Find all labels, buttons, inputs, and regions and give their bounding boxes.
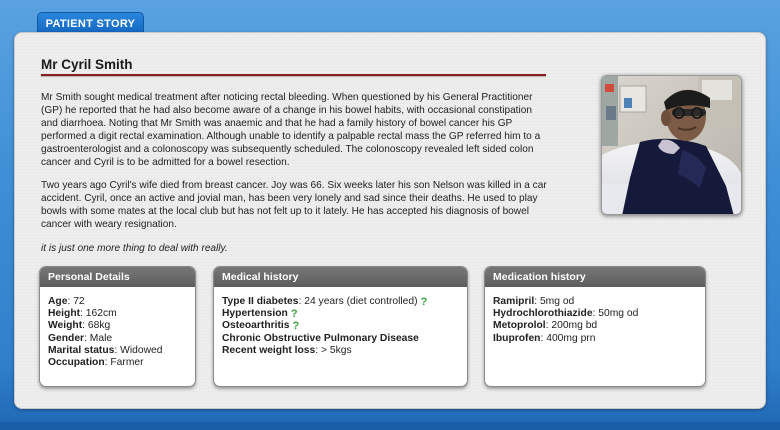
detail-label: Gender <box>48 332 85 344</box>
medical-history-panel <box>213 266 468 387</box>
tab-patient-story[interactable] <box>37 12 144 34</box>
detail-label: Age <box>48 296 68 307</box>
detail-value: 162cm <box>85 308 117 320</box>
medical-row-diabetes: Type II diabetes: 24 years (diet controlled) ? <box>222 296 459 308</box>
medication-history-header: Medication history <box>485 267 705 287</box>
drug-label: Ramipril <box>493 296 535 307</box>
medication-history-list <box>485 287 705 345</box>
detail-value: Widowed <box>120 344 163 356</box>
help-icon[interactable]: ? <box>420 296 428 308</box>
medical-row-osteoarthritis <box>222 320 459 332</box>
medical-row-copd <box>222 333 459 345</box>
story-paragraph: Mr Smith sought medical treatment after noticing rectal bleeding. When questioned by his General Practitioner (GP) he reported that he had also become aware of a change in his bowel habits, with occasional constipation and diarrhoea. Noting that Mr Smith was anaemic and that he had a family history of bowel cancer his GP performed a digit rectal examination. Although unable to identify a palpable rectal mass the GP referred him to a gastroenterologist and a colonoscopy was subsequently scheduled. The colonoscopy revealed left sided colon cancer and Cyril is to be admitted for a bowel resection. <box>41 92 541 168</box>
detail-value: 72 <box>73 296 85 307</box>
patient-name: Mr Cyril Smith <box>41 57 133 72</box>
condition-value: 24 years (diet controlled) <box>304 296 418 307</box>
patient-story-card <box>14 32 766 409</box>
medication-row-ramipril: Ramipril: 5mg od <box>493 296 575 307</box>
condition-label: Type II diabetes <box>222 296 299 307</box>
medication-row-metoprolol: Metoprolol: 200mg bd <box>493 320 598 332</box>
patient-photo-image <box>602 76 742 215</box>
drug-dose: 200mg bd <box>551 320 598 332</box>
detail-row-occupation: Occupation: Farmer <box>48 357 144 369</box>
personal-details-list <box>40 287 195 369</box>
drug-label: Metoprolol <box>493 320 546 332</box>
detail-row-age: Age: 72 <box>48 296 85 307</box>
story-paragraph: Two years ago Cyril's wife died from breast cancer. Joy was 66. Six weeks later his son Nelson was killed in a car accident. Cyril, once an active and jovial man, has been very lonely and sad since their deaths. He used to play bowls with some mates at the local club but has not felt up to it lately. He has accepted his diagnosis of bowel cancer with weary resignation. <box>41 180 547 231</box>
detail-row-weight: Weight: 68kg <box>48 320 111 332</box>
footer-bar <box>0 422 780 430</box>
detail-label: Marital status <box>48 344 115 356</box>
drug-dose: 5mg od <box>539 296 575 307</box>
medical-history-header: Medical history <box>214 267 467 287</box>
help-icon[interactable]: ? <box>290 308 298 321</box>
personal-details-header: Personal Details <box>40 267 195 287</box>
title-divider <box>41 74 546 76</box>
help-icon[interactable]: ? <box>292 320 300 333</box>
condition-label: Hypertension <box>222 308 288 320</box>
tab-label: PATIENT STORY <box>45 17 136 30</box>
detail-value: Male <box>89 332 113 344</box>
drug-dose: 400mg prn <box>546 332 596 344</box>
detail-label: Occupation <box>48 357 105 369</box>
detail-row-marital-status: Marital status: Widowed <box>48 344 163 356</box>
condition-value: > 5kgs <box>321 344 352 356</box>
condition-label: Chronic Obstructive Pulmonary Disease <box>222 332 419 344</box>
story-text <box>41 92 551 256</box>
detail-row-gender: Gender: Male <box>48 332 113 344</box>
condition-label: Recent weight loss <box>222 344 316 356</box>
medical-row-weight-loss: Recent weight loss: > 5kgs <box>222 344 352 356</box>
medical-row-hypertension <box>222 308 459 320</box>
medication-history-panel <box>484 266 706 387</box>
medication-row-hydrochlorothiazide: Hydrochlorothiazide: 50mg od <box>493 308 639 320</box>
detail-label: Height <box>48 308 81 320</box>
detail-value: Farmer <box>110 357 144 369</box>
drug-label: Hydrochlorothiazide <box>493 308 593 320</box>
detail-row-height: Height: 162cm <box>48 308 117 320</box>
drug-dose: 50mg od <box>598 308 639 320</box>
detail-label: Weight <box>48 320 83 332</box>
patient-photo <box>601 75 742 215</box>
detail-value: 68kg <box>87 320 111 332</box>
drug-label: Ibuprofen <box>493 332 541 344</box>
medical-history-list <box>214 287 467 357</box>
personal-details-panel <box>39 266 196 387</box>
condition-label: Osteoarthritis <box>222 320 290 332</box>
medication-row-ibuprofen: Ibuprofen: 400mg prn <box>493 332 596 344</box>
patient-quote: it is just one more thing to deal with really. <box>41 243 228 255</box>
